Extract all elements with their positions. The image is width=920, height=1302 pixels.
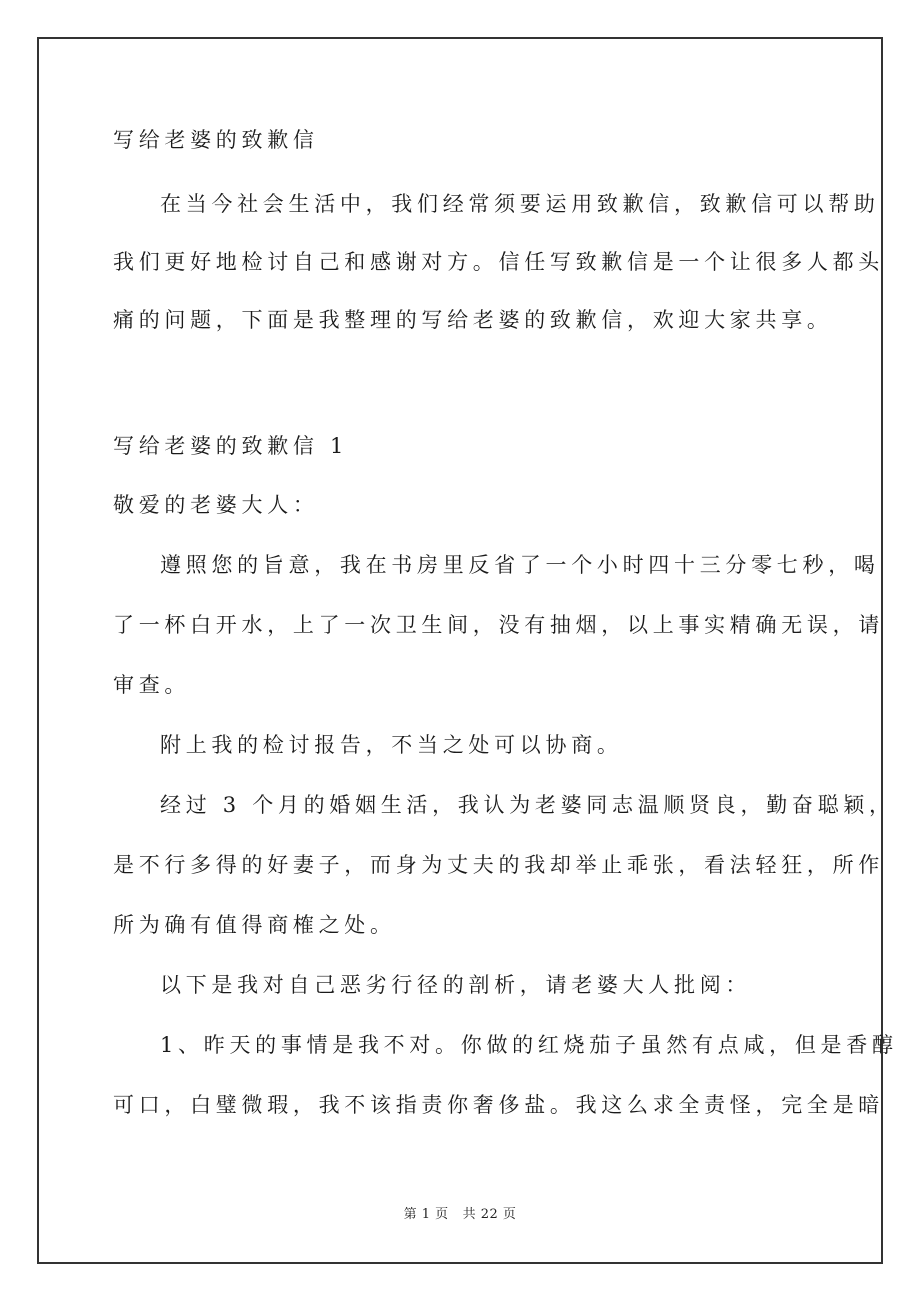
page-border xyxy=(37,37,883,1264)
body-line-2: 了一杯白开水，上了一次卫生间，没有抽烟，以上事实精确无误，请 xyxy=(113,613,884,637)
intro-line-2: 我们更好地检讨自己和感谢对方。信任写致歉信是一个让很多人都头 xyxy=(113,250,884,274)
body-line-7: 所为确有值得商榷之处。 xyxy=(113,913,396,937)
page-current-label: 第 1 页 xyxy=(403,1207,449,1222)
body-line-5: 经过 3 个月的婚姻生活，我认为老婆同志温顺贤良，勤奋聪颖， xyxy=(160,793,895,817)
body-line-6: 是不行多得的好妻子，而身为丈夫的我却举止乖张，看法轻狂，所作 xyxy=(113,853,884,877)
page-footer xyxy=(0,1205,920,1225)
body-line-8: 以下是我对自己恶劣行径的剖析，请老婆大人批阅： xyxy=(160,973,752,997)
intro-line-3: 痛的问题，下面是我整理的写给老婆的致歉信，欢迎大家共享。 xyxy=(113,308,833,332)
body-line-9: 1、昨天的事情是我不对。你做的红烧茄子虽然有点咸，但是香醇 xyxy=(160,1033,898,1057)
page-total-label: 共 22 页 xyxy=(462,1207,517,1222)
body-line-4: 附上我的检讨报告，不当之处可以协商。 xyxy=(160,733,623,757)
intro-line-1: 在当今社会生活中，我们经常须要运用致歉信，致歉信可以帮助 xyxy=(160,192,880,216)
section-heading: 写给老婆的致歉信 1 xyxy=(113,434,349,458)
body-line-10: 可口，白璧微瑕，我不该指责你奢侈盐。我这么求全责怪，完全是暗 xyxy=(113,1093,884,1117)
document-title: 写给老婆的致歉信 xyxy=(113,128,319,152)
body-line-3: 审查。 xyxy=(113,673,191,697)
body-line-1: 遵照您的旨意，我在书房里反省了一个小时四十三分零七秒，喝 xyxy=(160,553,880,577)
salutation: 敬爱的老婆大人： xyxy=(113,493,319,517)
